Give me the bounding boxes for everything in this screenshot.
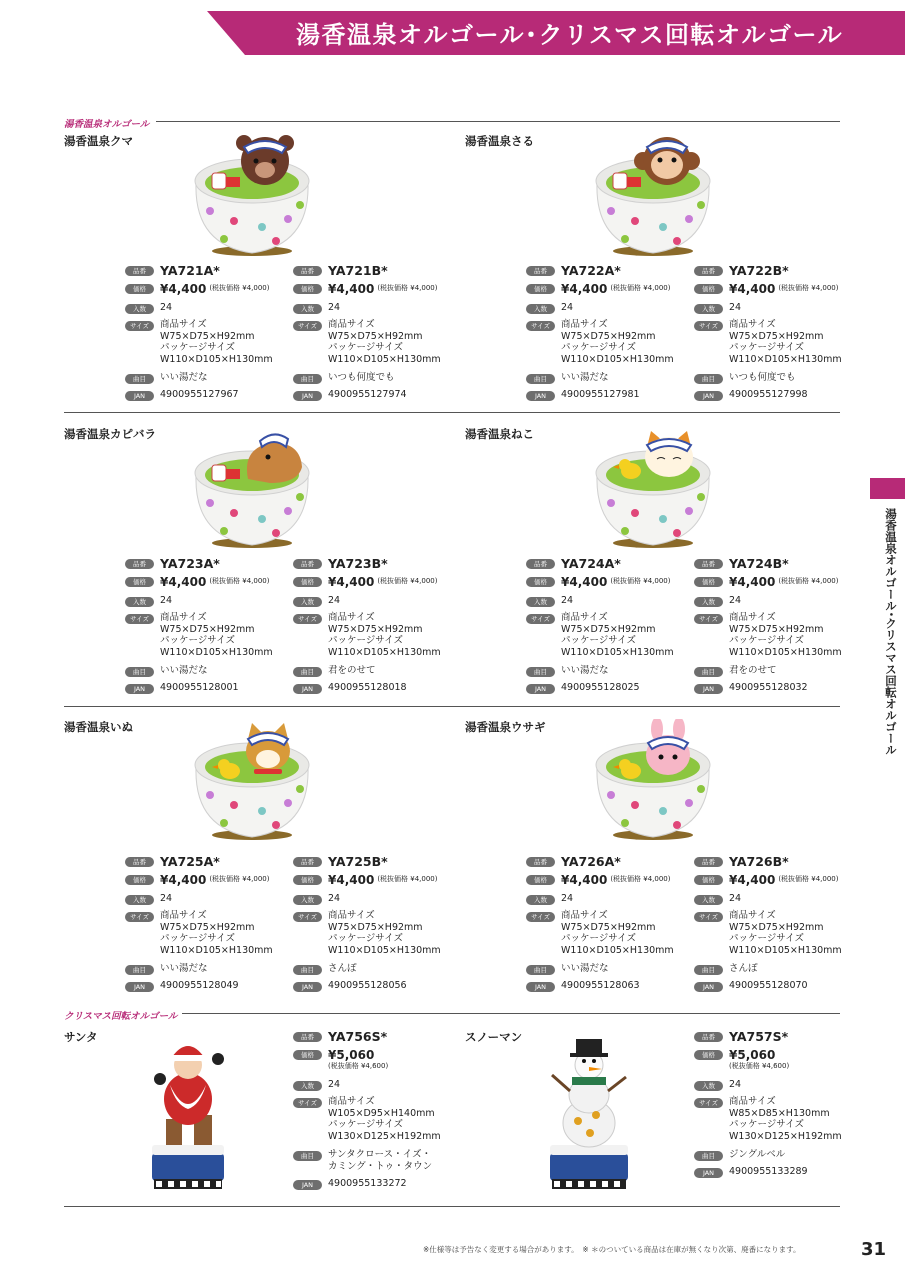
size-info: 商品サイズ W105×D95×H140mm パッケージサイズ W130×D125×H192mm [328, 1096, 441, 1142]
price-note: (税抜価格 ¥4,000) [778, 875, 839, 883]
label-size: サイズ [125, 614, 154, 624]
jan-code: 4900955133289 [729, 1166, 808, 1177]
price-note: (税抜価格 ¥4,000) [778, 577, 839, 585]
label-code: 品番 [293, 1032, 322, 1042]
section-label-christmas: クリスマス回転オルゴール [64, 1011, 178, 1022]
song-title: 君をのせて [328, 665, 376, 676]
price: ¥4,400 [328, 873, 375, 887]
quantity: 24 [160, 595, 173, 606]
price: ¥4,400 [729, 282, 776, 296]
label-jan: JAN [694, 1168, 723, 1178]
quantity: 24 [160, 302, 173, 313]
song-title: いい湯だな [160, 963, 208, 974]
label-price: 価格 [526, 284, 555, 294]
price-note: (税抜価格 ¥4,600) [328, 1062, 389, 1070]
label-code: 品番 [293, 266, 322, 276]
product-spec [293, 855, 458, 995]
song-title: いい湯だな [561, 963, 609, 974]
label-price: 価格 [125, 875, 154, 885]
product-code: YA722B* [729, 263, 789, 278]
label-code: 品番 [293, 559, 322, 569]
price-note: (税抜価格 ¥4,000) [610, 284, 671, 292]
product-title: サンタ [64, 1030, 98, 1044]
size-info: 商品サイズ W75×D75×H92mm パッケージサイズ W110×D105×H130mm [160, 319, 273, 365]
label-song: 曲目 [293, 667, 322, 677]
price-note: (税抜価格 ¥4,000) [377, 875, 438, 883]
label-size: サイズ [293, 912, 322, 922]
divider [156, 121, 840, 122]
label-qty: 入数 [293, 895, 322, 905]
product-code: YA726A* [561, 854, 621, 869]
size-info: 商品サイズ W75×D75×H92mm パッケージサイズ W110×D105×H130mm [729, 319, 842, 365]
price-note: (税抜価格 ¥4,000) [377, 284, 438, 292]
product-title: 湯香温泉ねこ [465, 427, 534, 441]
section-label-onsen: 湯香温泉オルゴール [64, 119, 150, 130]
label-qty: 入数 [694, 597, 723, 607]
label-song: 曲目 [293, 1151, 322, 1161]
product-spec [526, 264, 691, 404]
label-song: 曲目 [125, 374, 154, 384]
price-note: (税抜価格 ¥4,000) [377, 577, 438, 585]
product-title: 湯香温泉クマ [64, 134, 133, 148]
label-song: 曲目 [526, 374, 555, 384]
quantity: 24 [561, 595, 574, 606]
product-code: YA722A* [561, 263, 621, 278]
label-qty: 入数 [293, 597, 322, 607]
label-qty: 入数 [125, 895, 154, 905]
product-code: YA756S* [328, 1029, 388, 1044]
label-size: サイズ [293, 614, 322, 624]
product-code: YA757S* [729, 1029, 789, 1044]
label-song: 曲目 [125, 667, 154, 677]
label-size: サイズ [694, 614, 723, 624]
jan-code: 4900955133272 [328, 1178, 407, 1189]
jan-code: 4900955127981 [561, 389, 640, 400]
price: ¥4,400 [160, 873, 207, 887]
price-block [328, 1048, 388, 1071]
jan-code: 4900955127967 [160, 389, 239, 400]
label-code: 品番 [694, 857, 723, 867]
jan-code: 4900955128063 [561, 980, 640, 991]
side-index-tab [870, 478, 905, 499]
product-code: YA723B* [328, 556, 388, 571]
price: ¥5,060 [729, 1048, 776, 1062]
size-info: 商品サイズ W85×D85×H130mm パッケージサイズ W130×D125×H192mm [729, 1096, 842, 1142]
price: ¥4,400 [561, 575, 608, 589]
price-note: (税抜価格 ¥4,000) [209, 875, 270, 883]
label-price: 価格 [293, 875, 322, 885]
price-note: (税抜価格 ¥4,000) [778, 284, 839, 292]
song-title: いつも何度でも [729, 372, 796, 383]
product-spec [694, 557, 859, 697]
product-code: YA723A* [160, 556, 220, 571]
dog-bath-figure-icon [190, 719, 315, 845]
label-size: サイズ [125, 912, 154, 922]
price-note: (税抜価格 ¥4,000) [610, 875, 671, 883]
size-info: 商品サイズ W75×D75×H92mm パッケージサイズ W110×D105×H130mm [729, 910, 842, 956]
label-jan: JAN [293, 391, 322, 401]
product-code: YA721A* [160, 263, 220, 278]
size-info: 商品サイズ W75×D75×H92mm パッケージサイズ W110×D105×H130mm [561, 612, 674, 658]
footer-note: ※仕様等は予告なく変更する場合があります。 ※ ＊のついている商品は在庫が無くなり次第、廃番になります。 [423, 1245, 801, 1254]
snowman-figure-icon [544, 1035, 634, 1193]
size-info: 商品サイズ W75×D75×H92mm パッケージサイズ W110×D105×H130mm [328, 612, 441, 658]
label-price: 価格 [125, 577, 154, 587]
quantity: 24 [561, 893, 574, 904]
song-title: さんぽ [729, 963, 758, 974]
label-song: 曲目 [526, 667, 555, 677]
label-price: 価格 [694, 284, 723, 294]
label-size: サイズ [694, 321, 723, 331]
product-spec [125, 855, 290, 995]
product-title: 湯香温泉いぬ [64, 720, 133, 734]
label-jan: JAN [293, 684, 322, 694]
label-size: サイズ [694, 1098, 723, 1108]
label-qty: 入数 [694, 304, 723, 314]
label-qty: 入数 [526, 304, 555, 314]
product-title: 湯香温泉さる [465, 134, 534, 148]
label-jan: JAN [125, 982, 154, 992]
product-code: YA725B* [328, 854, 388, 869]
product-spec [526, 557, 691, 697]
price: ¥4,400 [160, 282, 207, 296]
price: ¥4,400 [729, 575, 776, 589]
price: ¥4,400 [561, 282, 608, 296]
label-price: 価格 [125, 284, 154, 294]
label-size: サイズ [293, 1098, 322, 1108]
product-code: YA721B* [328, 263, 388, 278]
price: ¥4,400 [160, 575, 207, 589]
santa-figure-icon [148, 1035, 228, 1193]
price-note: (税抜価格 ¥4,000) [610, 577, 671, 585]
cat-bath-figure-icon [591, 427, 716, 553]
label-code: 品番 [526, 857, 555, 867]
quantity: 24 [729, 1079, 742, 1090]
song-title: いつも何度でも [328, 372, 395, 383]
product-title: 湯香温泉ウサギ [465, 720, 546, 734]
label-jan: JAN [293, 1180, 322, 1190]
label-code: 品番 [526, 559, 555, 569]
label-song: 曲目 [293, 374, 322, 384]
price: ¥4,400 [328, 282, 375, 296]
label-jan: JAN [526, 684, 555, 694]
label-price: 価格 [293, 284, 322, 294]
label-size: サイズ [526, 614, 555, 624]
label-qty: 入数 [694, 895, 723, 905]
label-code: 品番 [694, 559, 723, 569]
divider [64, 706, 840, 707]
product-spec [694, 264, 859, 404]
label-qty: 入数 [526, 895, 555, 905]
product-spec [293, 557, 458, 697]
quantity: 24 [561, 302, 574, 313]
label-song: 曲目 [293, 965, 322, 975]
price: ¥5,060 [328, 1048, 375, 1062]
jan-code: 4900955128001 [160, 682, 239, 693]
label-code: 品番 [293, 857, 322, 867]
label-price: 価格 [293, 577, 322, 587]
jan-code: 4900955127998 [729, 389, 808, 400]
price-block [729, 1048, 789, 1071]
song-title: サンタクロース・イズ・ カミング・トゥ・タウン [328, 1149, 433, 1172]
product-code: YA724A* [561, 556, 621, 571]
label-price: 価格 [694, 1050, 723, 1060]
song-title: いい湯だな [561, 665, 609, 676]
label-code: 品番 [526, 266, 555, 276]
song-title: いい湯だな [160, 665, 208, 676]
label-jan: JAN [526, 391, 555, 401]
label-price: 価格 [526, 875, 555, 885]
label-qty: 入数 [293, 304, 322, 314]
label-jan: JAN [293, 982, 322, 992]
product-spec [293, 1030, 458, 1195]
quantity: 24 [328, 893, 341, 904]
size-info: 商品サイズ W75×D75×H92mm パッケージサイズ W110×D105×H130mm [561, 319, 674, 365]
product-code: YA726B* [729, 854, 789, 869]
label-qty: 入数 [125, 304, 154, 314]
jan-code: 4900955128032 [729, 682, 808, 693]
label-jan: JAN [526, 982, 555, 992]
size-info: 商品サイズ W75×D75×H92mm パッケージサイズ W110×D105×H130mm [328, 910, 441, 956]
label-song: 曲目 [526, 965, 555, 975]
page-number: 31 [861, 1239, 887, 1260]
monkey-bath-figure-icon [591, 135, 716, 261]
product-spec [694, 1030, 859, 1180]
size-info: 商品サイズ W75×D75×H92mm パッケージサイズ W110×D105×H130mm [160, 910, 273, 956]
product-spec [125, 557, 290, 697]
label-price: 価格 [694, 875, 723, 885]
label-price: 価格 [694, 577, 723, 587]
label-price: 価格 [293, 1050, 322, 1060]
jan-code: 4900955128049 [160, 980, 239, 991]
label-jan: JAN [694, 982, 723, 992]
product-code: YA725A* [160, 854, 220, 869]
label-size: サイズ [293, 321, 322, 331]
song-title: いい湯だな [160, 372, 208, 383]
song-title: いい湯だな [561, 372, 609, 383]
label-size: サイズ [125, 321, 154, 331]
label-price: 価格 [526, 577, 555, 587]
jan-code: 4900955128018 [328, 682, 407, 693]
label-code: 品番 [694, 266, 723, 276]
price: ¥4,400 [561, 873, 608, 887]
label-qty: 入数 [293, 1081, 322, 1091]
label-song: 曲目 [125, 965, 154, 975]
label-jan: JAN [125, 391, 154, 401]
label-size: サイズ [694, 912, 723, 922]
size-info: 商品サイズ W75×D75×H92mm パッケージサイズ W110×D105×H130mm [561, 910, 674, 956]
product-title: 湯香温泉カピバラ [64, 427, 156, 441]
divider [64, 412, 840, 413]
capybara-bath-figure-icon [190, 427, 315, 553]
quantity: 24 [328, 1079, 341, 1090]
product-spec [293, 264, 458, 404]
price-note: (税抜価格 ¥4,000) [209, 284, 270, 292]
song-title: さんぽ [328, 963, 357, 974]
label-code: 品番 [125, 857, 154, 867]
rabbit-bath-figure-icon [591, 719, 716, 845]
label-song: 曲目 [694, 1151, 723, 1161]
label-code: 品番 [694, 1032, 723, 1042]
product-code: YA724B* [729, 556, 789, 571]
label-qty: 入数 [694, 1081, 723, 1091]
quantity: 24 [729, 893, 742, 904]
bear-bath-figure-icon [190, 135, 315, 261]
label-jan: JAN [694, 391, 723, 401]
label-song: 曲目 [694, 965, 723, 975]
label-qty: 入数 [526, 597, 555, 607]
label-song: 曲目 [694, 667, 723, 677]
price-note: (税抜価格 ¥4,000) [209, 577, 270, 585]
label-size: サイズ [526, 321, 555, 331]
divider [182, 1013, 840, 1014]
label-jan: JAN [125, 684, 154, 694]
label-jan: JAN [694, 684, 723, 694]
size-info: 商品サイズ W75×D75×H92mm パッケージサイズ W110×D105×H130mm [328, 319, 441, 365]
product-title: スノーマン [465, 1030, 523, 1044]
label-qty: 入数 [125, 597, 154, 607]
jan-code: 4900955128025 [561, 682, 640, 693]
song-title: ジングルベル [729, 1149, 786, 1160]
quantity: 24 [328, 302, 341, 313]
quantity: 24 [160, 893, 173, 904]
divider [64, 1206, 840, 1207]
price: ¥4,400 [729, 873, 776, 887]
size-info: 商品サイズ W75×D75×H92mm パッケージサイズ W110×D105×H130mm [160, 612, 273, 658]
jan-code: 4900955127974 [328, 389, 407, 400]
label-code: 品番 [125, 559, 154, 569]
quantity: 24 [328, 595, 341, 606]
price: ¥4,400 [328, 575, 375, 589]
product-spec [526, 855, 691, 995]
page-title: 湯香温泉オルゴール･クリスマス回転オルゴール [296, 20, 844, 49]
quantity: 24 [729, 595, 742, 606]
size-info: 商品サイズ W75×D75×H92mm パッケージサイズ W110×D105×H130mm [729, 612, 842, 658]
price-note: (税抜価格 ¥4,600) [729, 1062, 790, 1070]
jan-code: 4900955128056 [328, 980, 407, 991]
label-song: 曲目 [694, 374, 723, 384]
quantity: 24 [729, 302, 742, 313]
jan-code: 4900955128070 [729, 980, 808, 991]
label-code: 品番 [125, 266, 154, 276]
song-title: 君をのせて [729, 665, 777, 676]
product-spec [694, 855, 859, 995]
label-size: サイズ [526, 912, 555, 922]
side-index-label: 湯香温泉オルゴール･クリスマス回転オルゴール [884, 508, 898, 756]
product-spec [125, 264, 290, 404]
